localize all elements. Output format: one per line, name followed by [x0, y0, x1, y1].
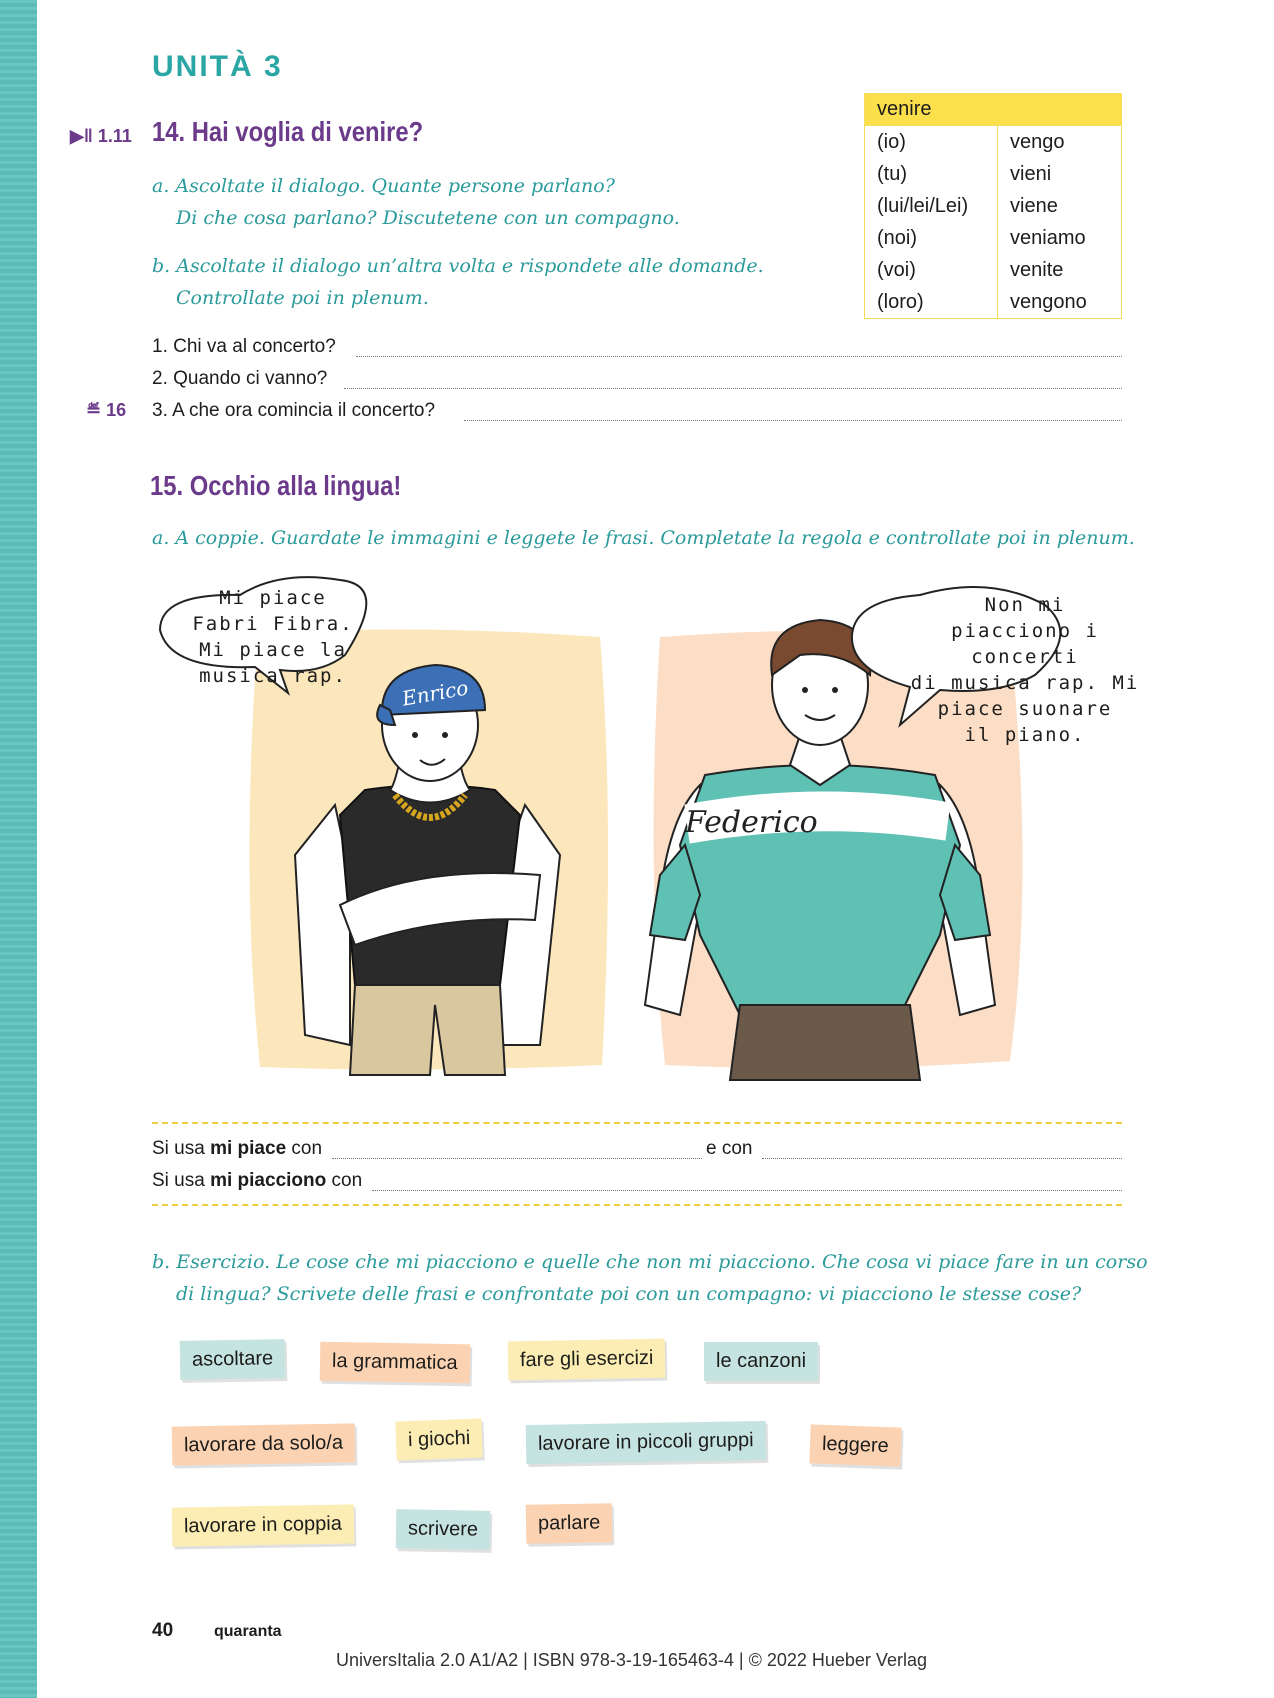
pronoun-cell: (tu)	[865, 158, 998, 190]
answer-line-1[interactable]	[356, 356, 1122, 357]
exercise-14a-instruction: a. Ascoltate il dialogo. Quante persone parlano? Di che cosa parlano? Discutetene con un compagno.	[152, 175, 680, 229]
pronoun-cell: (lui/lei/Lei)	[865, 190, 998, 222]
question-3: 3. A che ora comincia il concerto?	[152, 400, 436, 421]
form-cell: vengono	[998, 286, 1122, 319]
tag-i-giochi: i giochi	[395, 1419, 483, 1461]
pronoun-cell: (voi)	[865, 254, 998, 286]
exercise-14-title: 14. Hai voglia di venire?	[152, 116, 424, 147]
rule-line-1: Si usa mi piace con	[152, 1138, 323, 1159]
question-2: 2. Quando ci vanno?	[152, 368, 328, 389]
form-cell: vengo	[998, 126, 1122, 159]
exercise-15a-instruction: a. A coppie. Guardate le immagini e leggete le frasi. Completate la regola e controllate poi in plenum.	[152, 527, 1135, 549]
rule-line-2: Si usa mi piacciono con	[152, 1170, 363, 1191]
left-bubble-text: Mi piace Fabri Fibra. Mi piace la musica rap.	[192, 587, 354, 687]
form-cell: vieni	[998, 158, 1122, 190]
rule-2-blank[interactable]	[372, 1190, 1122, 1191]
play-pause-icon: ▶︎‖	[70, 126, 93, 146]
answer-line-2[interactable]	[344, 388, 1122, 389]
tag-lavorare-da-solo: lavorare da solo/a	[172, 1423, 356, 1465]
cap-name: Enrico	[400, 675, 471, 711]
rule-1-blank-a[interactable]	[332, 1158, 702, 1159]
tag-lavorare-in-coppia: lavorare in coppia	[172, 1504, 355, 1546]
page-number-word: quaranta	[214, 1623, 282, 1640]
answer-line-3[interactable]	[464, 420, 1122, 421]
tag-leggere: leggere	[809, 1424, 901, 1466]
table-header: venire	[865, 94, 1122, 126]
form-cell: veniamo	[998, 222, 1122, 254]
audio-reference: ▶︎‖ 1.11	[70, 126, 132, 146]
rule-box-bottom-border	[152, 1204, 1122, 1206]
exercise-14b-instruction: b. Ascoltate il dialogo un’altra volta e rispondete alle domande. Controllate poi in plenum.	[152, 255, 764, 309]
question-1: 1. Chi va al concerto?	[152, 336, 336, 357]
pronoun-cell: (noi)	[865, 222, 998, 254]
tag-la-grammatica: la grammatica	[320, 1342, 470, 1384]
exercise-book-icon: ≝	[86, 400, 102, 420]
exercise-15-title: 15. Occhio alla lingua!	[150, 470, 402, 501]
tag-scrivere: scrivere	[396, 1509, 491, 1550]
tag-le-canzoni: le canzoni	[704, 1342, 818, 1381]
book-reference: ≝ 16	[86, 400, 127, 420]
unit-heading: UNITÀ 3	[152, 50, 283, 83]
exercise-15b-instruction: b. Esercizio. Le cose che mi piacciono e quelle che non mi piacciono. Che cosa vi piace fare in un corso di lingua? Scrivete delle frasi e confrontate poi con un compagno: vi piacciono le stesse cose?	[152, 1251, 1148, 1305]
page-number: 40	[152, 1620, 174, 1641]
rule-1-blank-b[interactable]	[762, 1158, 1122, 1159]
tag-fare-gli-esercizi: fare gli esercizi	[508, 1339, 666, 1381]
tag-lavorare-in-piccoli-gruppi: lavorare in piccoli gruppi	[526, 1421, 766, 1464]
shirt-name: Federico	[685, 805, 818, 840]
pronoun-cell: (loro)	[865, 286, 998, 319]
rule-box-top-border	[152, 1122, 1122, 1124]
pronoun-cell: (io)	[865, 126, 998, 159]
venire-conjugation-table	[864, 93, 1122, 319]
form-cell: viene	[998, 190, 1122, 222]
rule-line-1-connector: e con	[706, 1138, 753, 1159]
tag-ascoltare: ascoltare	[180, 1339, 286, 1380]
page-edge-stripe	[0, 0, 37, 1698]
form-cell: venite	[998, 254, 1122, 286]
right-bubble-text: Non mi piacciono i concerti di musica rap. Mi piace suonare il piano.	[910, 594, 1140, 746]
tag-parlare: parlare	[526, 1503, 613, 1543]
publisher-credit: UniversItalia 2.0 A1/A2 | ISBN 978-3-19-165463-4 | © 2022 Hueber Verlag	[336, 1650, 927, 1670]
